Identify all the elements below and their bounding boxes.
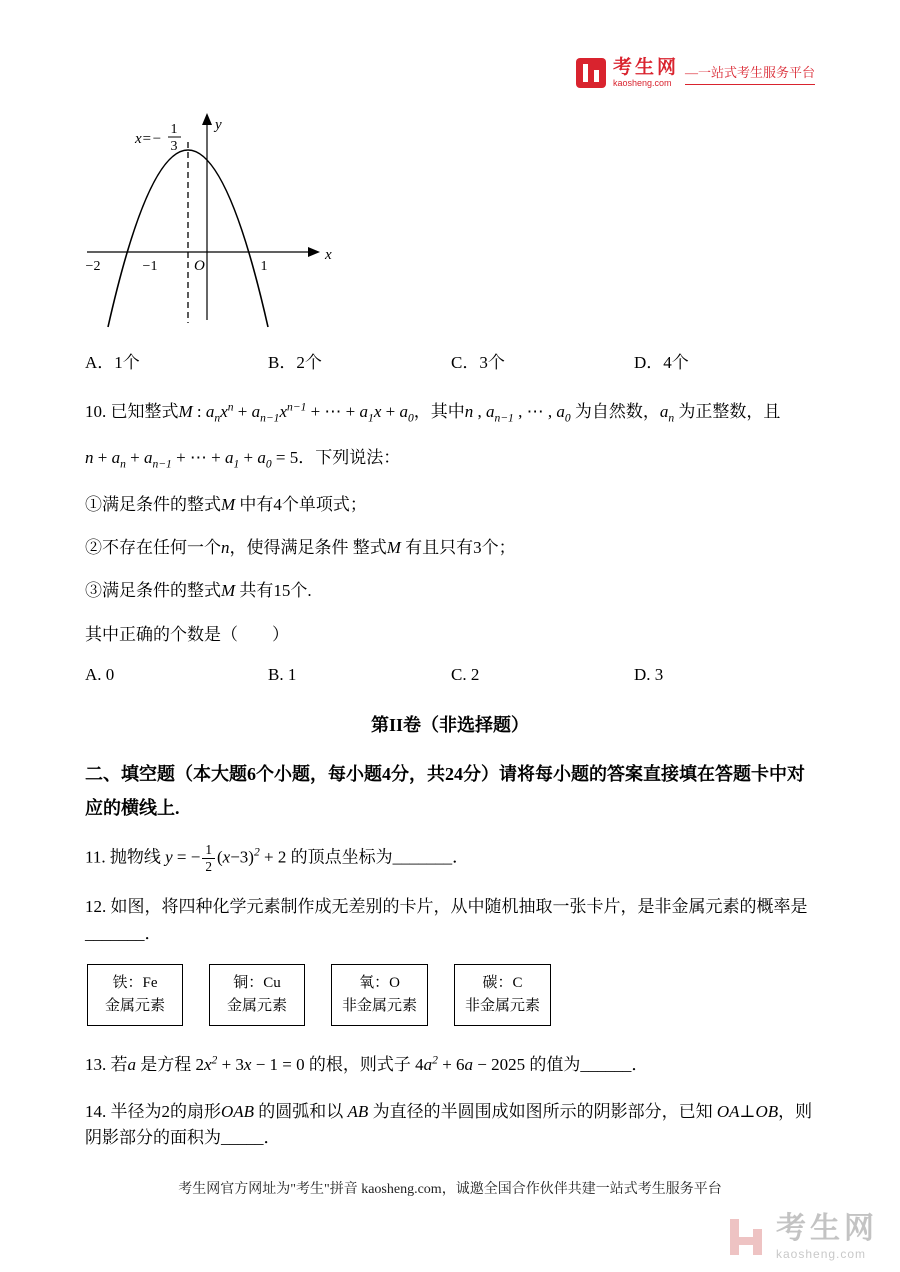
watermark-brand: 考生网 <box>776 1212 878 1245</box>
brand-domain: kaosheng.com <box>612 78 672 88</box>
symmetry-label-frac-den: 3 <box>170 139 178 154</box>
question-13: 13. 若a 是方程 $2x^2 + 3x - 1 = 0$ 的根，则式子 $4a^2 + 6a - 2025$ 的值为______． <box>85 1053 649 1075</box>
option-b: B. 1 <box>268 665 297 685</box>
parabola-graph-svg <box>77 102 347 337</box>
option-b: B．2个 <box>268 353 322 372</box>
option-c: C．3个 <box>451 353 505 372</box>
element-card-type: 非金属元素 <box>465 998 541 1015</box>
watermark-domain: kaosheng.com <box>776 1247 867 1261</box>
y-axis-arrow <box>202 113 212 125</box>
brand-tagline: —一站式考生服务平台 <box>685 62 815 85</box>
option-d: D．4个 <box>634 353 689 372</box>
q10-statement-2: ②不存在任何一个n，使得满足条件 整式M 有且只有3个； <box>85 538 516 558</box>
watermark-text-block <box>776 1214 878 1260</box>
q10-statement-3: ③满足条件的整式M 共有15个. <box>85 581 312 601</box>
element-card-type: 非金属元素 <box>342 998 418 1015</box>
option-a: A. 0 <box>85 665 115 685</box>
page-footer: 考生网官方网址为"考生"拼音 kaosheng.com，诚邀全国合作伙伴共建一站式考生服务平台 <box>178 1182 722 1197</box>
q10-line2: $n + a_n + a_{n-1}$ + ⋯ + $a_1 + a_0 = 5$．下列说法： <box>85 448 401 471</box>
q10-statement-1: ①满足条件的整式M 中有4个单项式； <box>85 494 367 514</box>
origin-label: O <box>194 258 205 274</box>
brand-text-block <box>613 58 679 88</box>
option-d: D. 3 <box>634 665 664 685</box>
element-card-c <box>454 964 551 1027</box>
section-intro: 二、填空题（本大题6个小题，每小题4分，共24分）请将每小题的答案直接填在答题卡中对应的横线上. <box>85 764 805 819</box>
element-card-type: 金属元素 <box>104 998 165 1015</box>
element-card-o <box>331 964 428 1027</box>
option-c: C. 2 <box>451 665 480 685</box>
question9-options <box>85 348 815 373</box>
question10-options <box>85 665 815 685</box>
element-card-symbol: 碳：C <box>482 974 523 991</box>
parabola-graph <box>77 102 815 342</box>
element-card-symbol: 铜：Cu <box>233 974 281 991</box>
tick-minus2: −2 <box>85 259 101 274</box>
element-card-fe <box>87 964 183 1027</box>
brand-name: 考生网 <box>612 57 679 78</box>
element-card-symbol: 氧：O <box>359 974 400 991</box>
question-10 <box>85 399 815 685</box>
x-axis-label: x <box>325 247 332 263</box>
element-cards <box>87 964 815 1027</box>
question-11: 11. 抛物线 y = − $\frac{1}{2}$ $(x-3)^2 + 2$ 的顶点坐标为_______． <box>85 842 470 875</box>
option-a: A．1个 <box>85 353 140 372</box>
y-axis-label: y <box>215 117 222 133</box>
question-14: 14. 半径为2的扇形OAB 的圆弧和以 AB 为直径的半圆围成如图所示的阴影部分，已知 OA⊥OB，则阴影部分的面积为_____． <box>85 1101 813 1148</box>
tick-minus1: −1 <box>142 259 158 274</box>
kaosheng-logo-icon <box>576 58 606 88</box>
kaosheng-watermark-icon <box>726 1215 766 1259</box>
tick-1: 1 <box>260 259 268 274</box>
element-card-type: 金属元素 <box>226 998 287 1015</box>
element-card-cu <box>209 964 305 1027</box>
element-card-symbol: 铁：Fe <box>112 974 158 991</box>
site-header <box>576 58 815 88</box>
q10-line1: 10. 已知整式M : $a_nx^n + a_{n-1}x^{n-1}$ + ⋯ + $a_1x + a_0$，其中n , $a_{n-1}$ , ⋯ , $a_0$ 为自然数，$a_n$ 为正整数，且 <box>85 400 781 425</box>
symmetry-label-frac-num: 1 <box>170 122 178 137</box>
symmetry-label-prefix: x=− <box>135 131 162 147</box>
question-12: 12. 如图，将四种化学元素制作成无差别的卡片，从中随机抽取一张卡片，是非金属元素的概率是_______． <box>85 897 808 943</box>
section-title: 第II卷（非选择题） <box>370 715 529 736</box>
q10-prompt: 其中正确的个数是（ ） <box>85 624 289 644</box>
kaosheng-watermark <box>726 1214 878 1260</box>
x-axis-arrow <box>308 247 320 257</box>
